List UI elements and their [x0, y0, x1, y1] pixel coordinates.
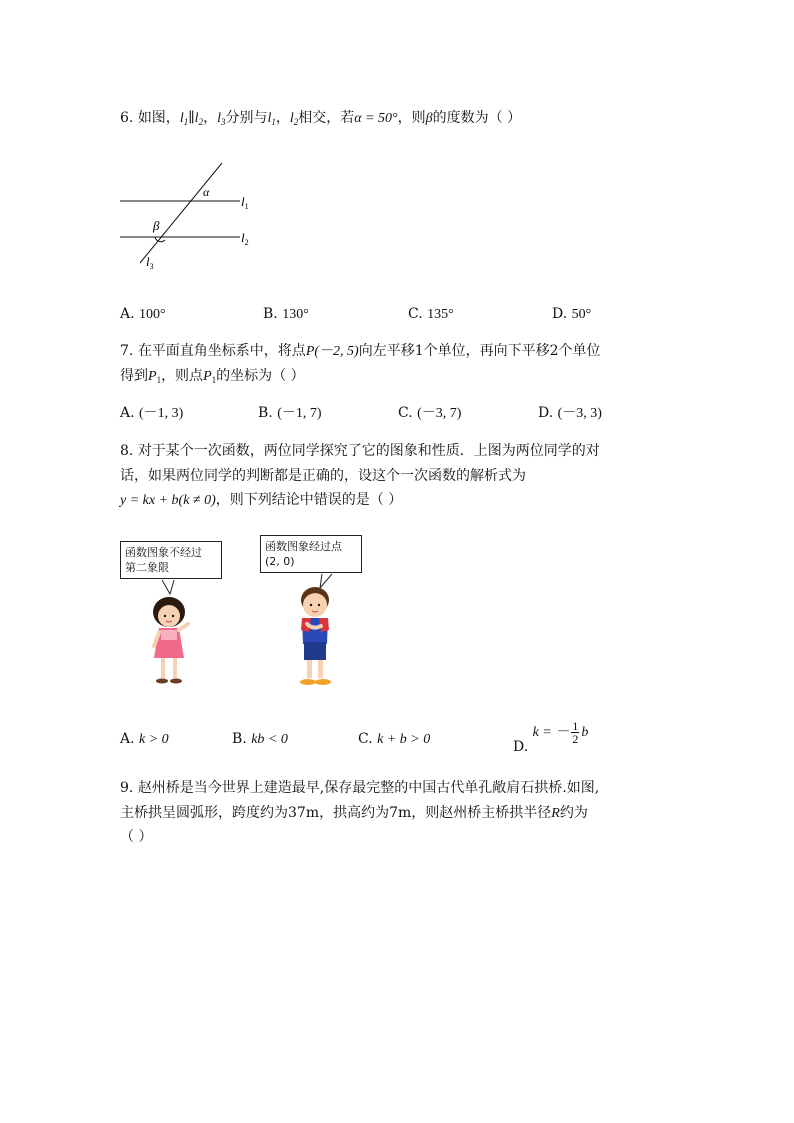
option-letter: D. [538, 405, 554, 421]
fraction: 1 2 [572, 719, 579, 746]
option-letter: C. [358, 731, 373, 747]
option-letter: C. [398, 405, 413, 421]
question-6-stem [120, 108, 521, 132]
l2-label: $l_2$ [241, 230, 249, 247]
question-9-line3 [120, 827, 152, 847]
question-7-line1 [120, 341, 601, 362]
option-value: (－1, 3) [139, 406, 184, 421]
option-value: 135° [427, 307, 454, 322]
alpha-condition: α = 50° [354, 111, 398, 126]
question-number: 9. [120, 780, 134, 796]
question-number: 6. [120, 110, 134, 126]
point-p1: $P_1$ [203, 369, 217, 385]
l3-label: $l_3$ [146, 254, 154, 271]
line-l3: $l_3$ [217, 111, 226, 127]
q6-option-c[interactable] [408, 304, 454, 325]
beta-label: β [153, 218, 160, 233]
option-value: k + b > 0 [377, 732, 431, 747]
linear-function-expression: y = kx + b(k ≠ 0) [120, 493, 216, 508]
option-value: (－1, 7) [277, 406, 322, 421]
bubble-text: 函数图象不经过 [125, 546, 202, 559]
q7-text: 得到 [120, 368, 148, 384]
q6-text: 的度数为（ ） [432, 110, 522, 126]
option-letter: D. [552, 306, 568, 322]
beta-symbol: β [425, 111, 433, 126]
question-8-line1 [120, 441, 600, 461]
option-letter: D. [513, 738, 529, 755]
option-letter: A. [120, 731, 135, 747]
l1-label: $l_1$ [241, 194, 249, 211]
option-value: k = － 1 2 b [532, 719, 589, 746]
option-letter: B. [232, 731, 247, 747]
q8-text: 对于某个一次函数，两位同学探究了它的图象和性质．上图为两位同学的对 [137, 443, 600, 459]
q6-option-a[interactable] [120, 304, 166, 325]
option-letter: C. [408, 306, 423, 322]
q9-text: 赵州桥是当今世界上建造最早,保存最完整的中国古代单孔敞肩石拱桥.如图, [137, 780, 600, 796]
q8-text: ，则下列结论中错误的是（ ） [215, 492, 403, 508]
option-letter: B. [263, 306, 278, 322]
alpha-label: α [203, 185, 210, 199]
q7-option-b[interactable] [258, 403, 322, 424]
option-value: k > 0 [139, 732, 169, 747]
q6-text: 分别与 [225, 110, 268, 126]
comma: ， [275, 110, 290, 126]
q7-option-c[interactable] [398, 403, 461, 424]
girl-speech-bubble [120, 541, 222, 579]
bubble-text: 函数图象经过点 [265, 540, 342, 553]
question-8-line3 [120, 490, 402, 511]
question-number: 7. [120, 343, 134, 359]
boy-illustration [283, 584, 343, 690]
q8-text: 话，如果两位同学的判断都是正确的，设这个一次函数的解析式为 [120, 468, 526, 484]
option-value: 100° [139, 307, 166, 322]
comma: ， [203, 110, 218, 126]
line-l1: $l_1$ [179, 111, 189, 127]
question-number: 8. [120, 443, 134, 459]
question-8-line2 [120, 466, 526, 486]
boy-speech-bubble [260, 535, 362, 573]
line-l1: $l_1$ [267, 111, 276, 127]
point-p1: $P_1$ [148, 369, 162, 385]
transversal-l3-stroke [140, 163, 222, 263]
bubble-text: 第二象限 [125, 561, 169, 574]
option-value: 130° [282, 307, 309, 322]
q6-text: ，则 [397, 110, 426, 126]
q6-text: 如图， [137, 110, 180, 126]
q7-text: ，则点 [161, 368, 204, 384]
answer-blank: （ ） [120, 829, 153, 845]
option-value: 50° [571, 307, 592, 322]
q6-option-b[interactable] [263, 304, 309, 325]
q7-option-a[interactable] [120, 403, 183, 424]
q9-text: 主桥拱呈圆弧形，跨度约为37m，拱高约为7m，则赵州桥主桥拱半径 [120, 805, 552, 821]
point-p: P(－2, 5) [305, 344, 359, 359]
radius-symbol: R [551, 806, 560, 821]
line-l2: $l_2$ [289, 111, 299, 127]
q8-option-c[interactable] [358, 729, 430, 750]
q6-text: 相交，若 [298, 110, 355, 126]
q7-text: 在平面直角坐标系中，将点 [137, 343, 306, 359]
bubble-text: (2, 0) [265, 555, 295, 568]
option-letter: B. [258, 405, 273, 421]
q8-option-a[interactable] [120, 729, 169, 750]
question-7-line2 [120, 366, 305, 390]
parallel-symbol: ∥ [188, 111, 195, 126]
q7-text: 的坐标为（ ） [216, 368, 305, 384]
option-letter: A. [120, 405, 135, 421]
girl-illustration [140, 594, 200, 689]
q8-option-b[interactable] [232, 729, 288, 750]
option-letter: A. [120, 306, 135, 322]
q7-option-d[interactable] [538, 403, 602, 424]
option-value: (－3, 7) [417, 406, 462, 421]
q7-text: 向左平移1个单位，再向下平移2个单位 [358, 343, 601, 359]
q8-option-d[interactable] [513, 719, 589, 755]
q6-option-d[interactable] [552, 304, 591, 325]
line-l2: $l_2$ [194, 111, 204, 127]
parallel-lines-figure [115, 160, 275, 275]
option-value: (－3, 3) [557, 406, 602, 421]
question-9-line1 [120, 778, 599, 798]
q9-text: 约为 [559, 805, 588, 821]
option-value: kb < 0 [251, 732, 288, 747]
question-9-line2 [120, 803, 588, 824]
